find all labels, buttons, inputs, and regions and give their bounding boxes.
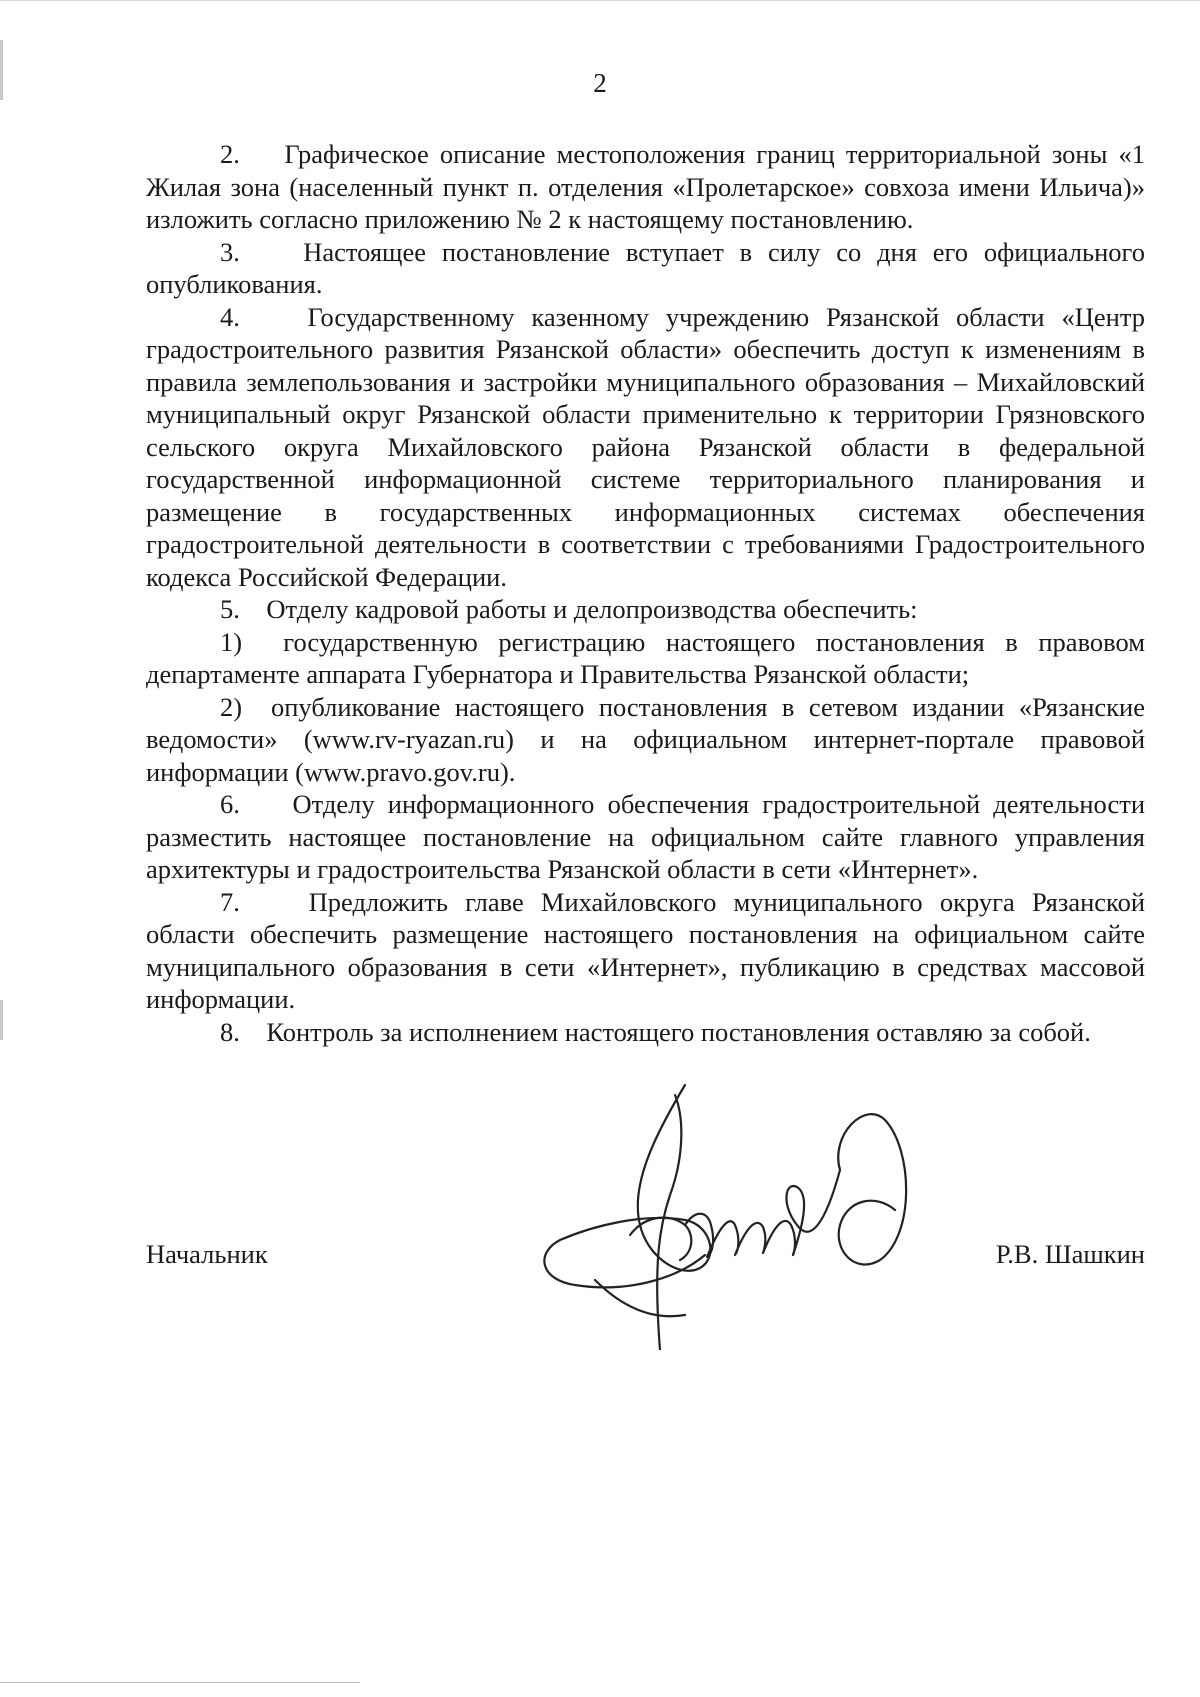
paragraph-5: 5. Отделу кадровой работы и делопроизводства обеспечить:: [220, 594, 918, 624]
paragraph-5-1: 1) государственную регистрацию настоящего постановления в правовом департаменте аппарата Губернатора и Правительства Рязанской области;: [146, 626, 1145, 689]
signer-title: Начальник: [146, 1239, 268, 1269]
paragraph-8: 8. Контроль за исполнением настоящего постановления оставляю за собой.: [220, 1016, 1091, 1047]
paragraph-6: 6. Отделу информационного обеспечения градостроительной деятельности разместить настоящее постановление на официальном сайте главного управления архитектуры и градостроительства Рязанской области в сети «Интернет».: [146, 789, 1145, 884]
paragraph-4: 4. Государственному казенному учреждению Рязанской области «Центр градостроительного развития Рязанской области» обеспечить доступ к изменениям в правила землепользования и застройки муниципального образования – Михайловский муниципальный округ Рязанской области применительно к территории Грязновского сельского округа Михайловского района Рязанской области в федеральной государственной информационной системе территориального планирования и размещение в государственных информационных системах обеспечения градостроительной деятельности в соответствии с требованиями Градостроительного кодекса Российской Федерации.: [146, 301, 1145, 592]
document-body: [146, 138, 1145, 1048]
paragraph-3: 3. Настоящее постановление вступает в силу со дня его официального опубликования.: [146, 236, 1145, 299]
scan-left-mark-2: [0, 1000, 3, 1040]
page-number: 2: [593, 68, 607, 98]
paragraph-7: 7. Предложить главе Михайловского муниципального округа Рязанской области обеспечить размещение настоящего постановления на официальном сайте муниципального образования в сети «Интернет», публикацию в средствах массовой информации.: [146, 886, 1145, 1014]
handwritten-signature: [535, 1075, 925, 1350]
scan-bottom-edge: [0, 1682, 360, 1683]
paragraph-2: 2. Графическое описание местоположения границ территориальной зоны «1 Жилая зона (населенный пункт п. отделения «Пролетарское» совхоза имени Ильича)» изложить согласно приложению № 2 к настоящему постановлению.: [146, 139, 1145, 234]
paragraph-5-2: 2) опубликование настоящего постановления в сетевом издании «Рязанские ведомости» (www.rv-ryazan.ru) и на официальном интернет-портале правовой информации (www.pravo.gov.ru).: [146, 691, 1145, 787]
signer-name: Р.В. Шашкин: [995, 1239, 1145, 1269]
signature-block: [146, 1238, 1145, 1278]
scan-top-edge: [0, 0, 1200, 1]
